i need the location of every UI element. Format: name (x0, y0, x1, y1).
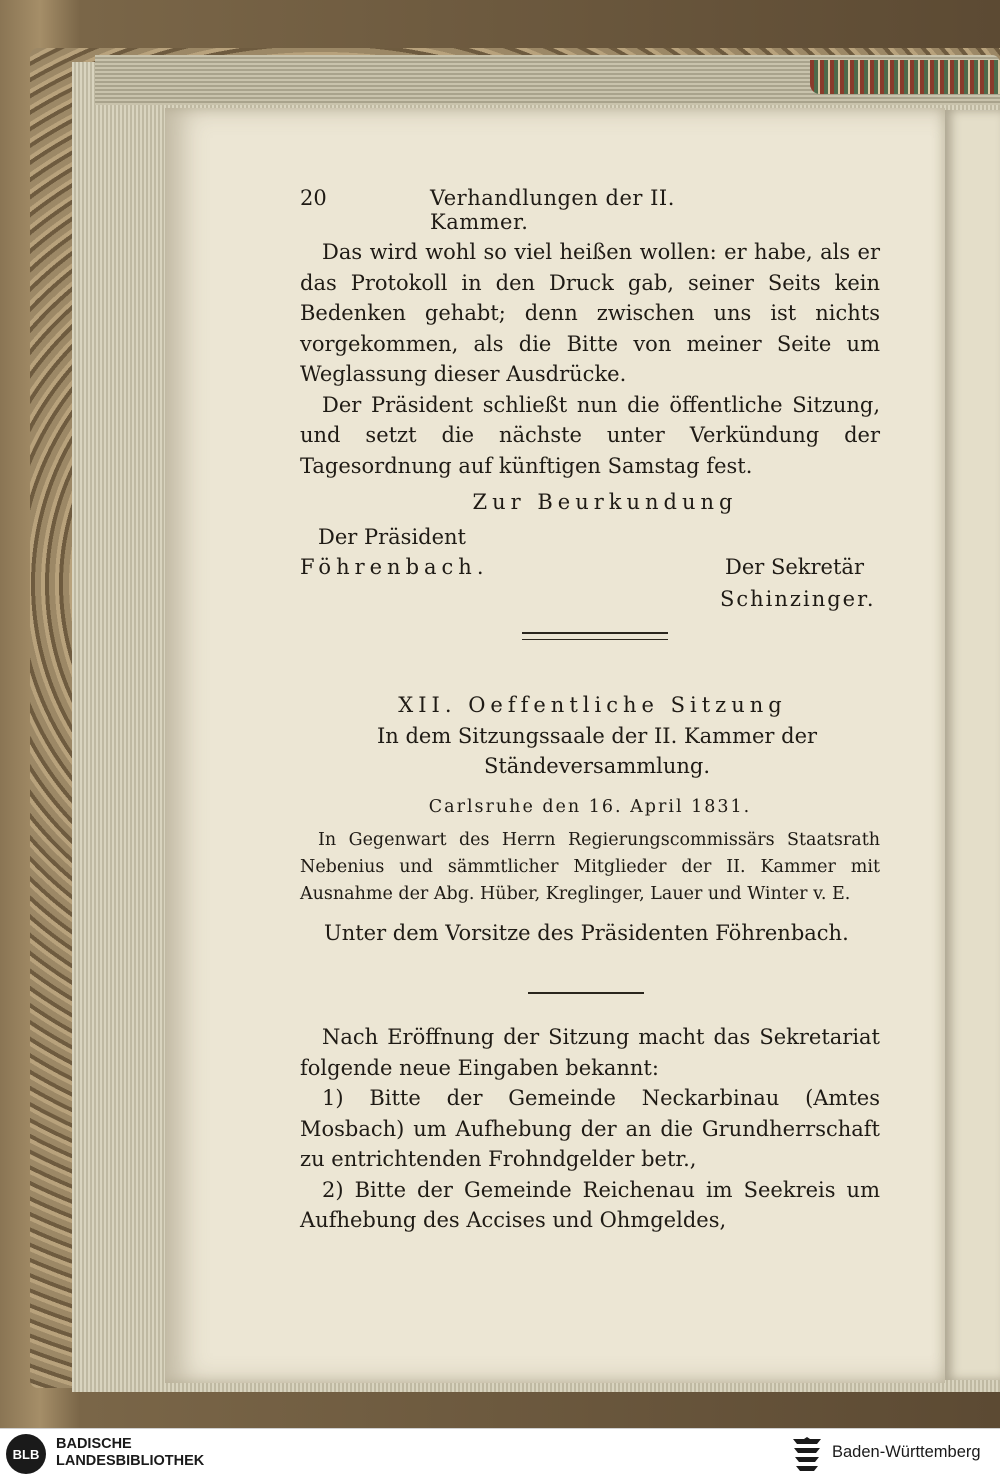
page-number: 20 (300, 186, 327, 210)
paragraph-1: Das wird wohl so viel heißen wollen: er habe, als er das Protokoll in den Druck gab, seiner Seits kein Bedenken gehabt; denn zwischen uns ist nichts vorgekommen, als die Bitte von meiner Seite um Weglassung dieser Ausdrücke. (300, 240, 880, 386)
text-block-bottom (300, 1022, 880, 1236)
blb-logo-icon[interactable]: BLB (6, 1434, 46, 1474)
section-divider-double (522, 632, 668, 640)
session-location: In dem Sitzungssaale der II. Kammer der Ständeversammlung. (376, 723, 818, 778)
attestation-heading: Zur Beurkundung (472, 490, 738, 514)
presence-paragraph: In Gegenwart des Herrn Regierungscommissärs Staatsrath Nebenius und sämmtlicher Mitglieder der II. Kammer mit Ausnahme der Abg. Hüber, Kreglinger, Lauer und Winter v. E. (300, 829, 880, 904)
state-name: Baden-Württemberg (832, 1443, 981, 1461)
secretary-name: Schinzinger. (720, 587, 876, 611)
book-headband (810, 60, 1000, 94)
text-block-session (300, 690, 880, 948)
section-divider-single (528, 992, 644, 994)
paragraph-3: Nach Eröffnung der Sitzung macht das Sekretariat folgende neue Eingaben bekannt: (300, 1025, 880, 1080)
president-name: Föhrenbach. (300, 555, 489, 579)
petition-item-1: 1) Bitte der Gemeinde Neckarbinau (Amtes Mosbach) um Aufhebung der an die Grundherrschaft zu entrichtenden Frohndgelder betr., (300, 1086, 880, 1171)
president-label: Der Präsident (318, 524, 466, 549)
chair-line: Unter dem Vorsitze des Präsidenten Föhrenbach. (324, 920, 849, 945)
facing-page-edge (945, 110, 1000, 1380)
baden-wuerttemberg-lions-icon[interactable] (790, 1435, 824, 1473)
library-name (56, 1436, 204, 1470)
library-name-line2: LANDESBIBLIOTHEK (56, 1453, 205, 1469)
library-name-line1: BADISCHE (56, 1436, 132, 1452)
paragraph-2: Der Präsident schließt nun die öffentliche Sitzung, und setzt die nächste unter Verkündung der Tagesordnung auf künftigen Samstag fest. (300, 392, 880, 478)
petition-item-2: 2) Bitte der Gemeinde Reichenau im Seekreis um Aufhebung des Accises und Ohmgeldes, (300, 1177, 880, 1232)
text-block-top (300, 237, 880, 612)
dateline: Carlsruhe den 16. April 1831. (428, 796, 752, 817)
footer-bar (0, 1428, 1000, 1479)
session-title: XII. Oeffentliche Sitzung (398, 693, 787, 717)
running-head (300, 186, 760, 234)
secretary-label: Der Sekretär (725, 555, 864, 579)
running-title: Verhandlungen der II. Kammer. (430, 186, 675, 234)
